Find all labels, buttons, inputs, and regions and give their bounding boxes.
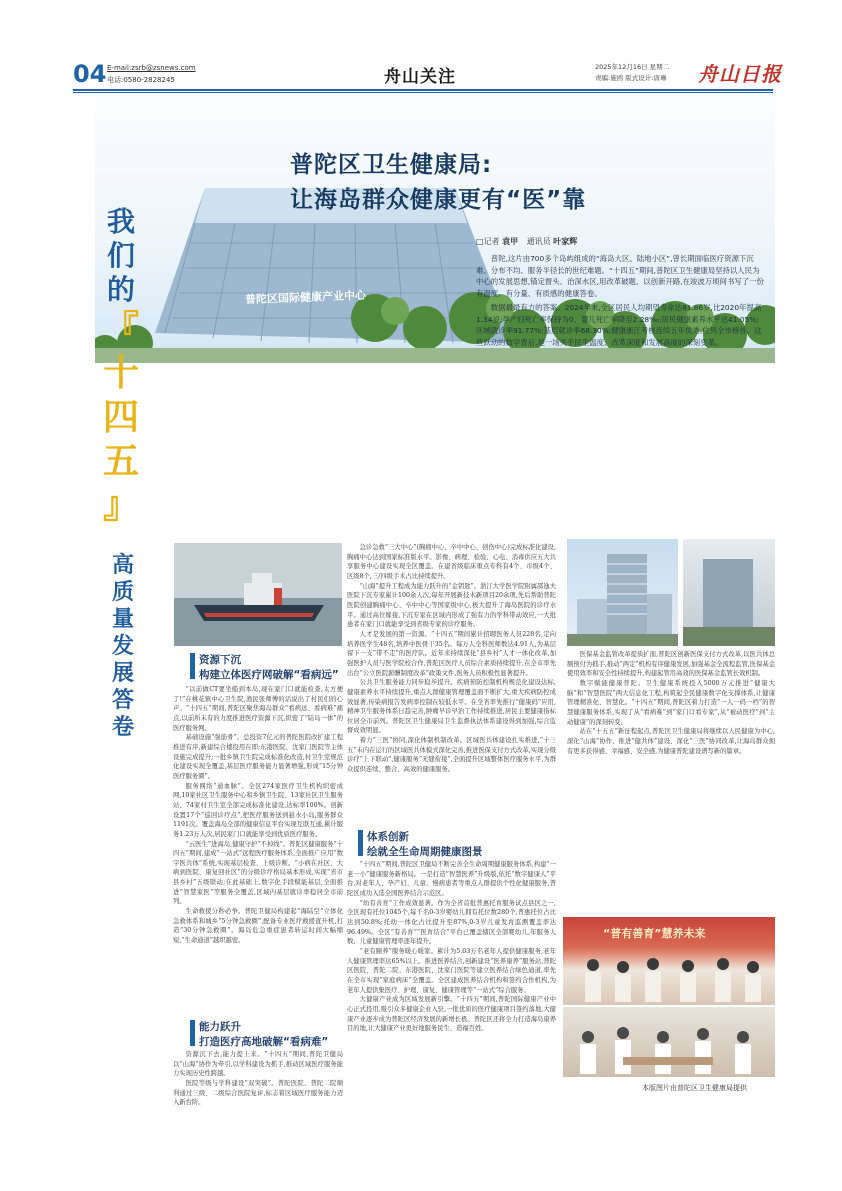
section-title: 舟山关注 <box>384 67 456 87</box>
header-rule <box>73 89 773 91</box>
article-title-line1: 普陀区卫生健康局: <box>290 152 493 178</box>
body-paragraph: 大健康产业成为区域发展新引擎。“十四五”期间,普陀国际健康产业中心正式投用,吸引众多健康企业入驻,一批优质的医疗健康项目签约落地,大健康产业逐步成为普陀区经济发展的新增长极。普陀区还将全力打造海岛康养目的地,让大健康产业更好地服务民生、造福百姓。 <box>347 996 556 1033</box>
section3-heading-line1: 能力跃升 <box>199 1021 241 1033</box>
series-title-highlight: 十四五 <box>102 352 139 482</box>
header-date: 2025年12月16日 星期二 <box>595 63 670 71</box>
section1-heading-line1: 资源下沉 <box>199 654 241 666</box>
article-intro <box>476 253 766 351</box>
body-paragraph: 着力“三医”协同,深化体制机制改革。区域医共体建设扎实推进,“十三五”末内在运行的区域医共体模式深化完善,推进医保支付方式改革,实现分级诊疗“上下联动”,健康服务“无缝衔接”,全面提升区域整体医疗服务水平,为群众提供连续、整合、高效的健康服务。 <box>347 737 556 774</box>
section2-bar <box>358 830 363 856</box>
byline <box>476 236 577 247</box>
article-title <box>290 148 586 218</box>
body-paragraph: 急诊急救“三大中心”(胸痛中心、卒中中心、创伤中心)完成标准化建设,胸痛中心达到国家标准版水平。影像、病理、检验、心电、消毒供应五大共享服务中心建设实现全区覆盖。在建省级临床重点专科有4个、市级4个、区级8个,三/四级手术占比持续提升。 <box>347 544 556 580</box>
newspaper-logo: 舟山日报 <box>698 62 782 86</box>
series-title-close-quote: 』 <box>102 484 139 526</box>
series-title-open-quote: 『 <box>102 308 139 350</box>
intro-paragraph: 普陀,这片由700多个岛屿组成的“海岛大区、陆地小区”,曾长期面临医疗资源下沉难、分布不均、服务半径长的世纪难题。“十四五”期间,普陀区卫生健康局坚持以人民为中心的发展思想,锚定督头、治深水区,用改革破题、以创新开路,在竣波万顷间书写了一份有温度、有分量、有质感的健康答卷。 <box>476 254 764 299</box>
body-paragraph: “山海”提升工程成为能力跃升的“金钥匙”。浙江大学医学院附属邵逸夫医院下沉专家累计100余人次,每年开展新技术新项目20余项,先后帮助普陀医院创建胸痛中心、卒中中心等国家级中心,极大提升了海岛医院的诊疗水平。通过高位嫁接,下沉专家在区域内形成了强有力的学科带动效应,一大批患者在家门口就能享受到省级专家的诊疗服务。 <box>347 582 556 629</box>
reporter-name: 袁甲 <box>502 237 519 246</box>
building-sign: 普陀区国际健康产业中心 <box>244 288 367 307</box>
ship-illustration <box>174 543 342 646</box>
body-paragraph: 人才是发展的第一资源。“十四五”期间累计招聘医务人员228名,定向培养医学生48名,培养中医骨干35名。每万人全科医师数达4.91人,为基层留下一支“带不走”的医疗队。近年来持续深化“县乡村”人才一体化改革,加强医护人员与医学院校合作,普陀区医疗人员综合素质持续提升,在全市率先出台“公立医院薪酬制度改革”政策文件,医务人员积极性显著提升。 <box>347 630 556 677</box>
clinic-people-illustration <box>563 1007 775 1077</box>
header-email[interactable]: E-mail:zsrb@zsnews.com <box>107 64 196 72</box>
childcare-event-photo <box>563 917 775 1005</box>
section2-heading-line2: 绘就全生命周期健康图景 <box>367 846 483 858</box>
section1-heading-line2: 构建立体医疗网破解“看病远” <box>199 669 339 681</box>
hospital-illustration <box>567 539 678 646</box>
body-paragraph: 生命救援分秒必争。普陀卫健局构建起“海陆空”立体化急救体系和城乡“5分钟急救圈”,配备专业医疗救援直升机,打造“30分钟急救圈”。海岛危急重症患者转运时间大幅缩短,“生命通道”越织越密。 <box>173 908 343 945</box>
body-paragraph: 资源沉下去,能力提上来。“十四五”期间,普陀卫健局以“山海”协作为牵引,以学科建设为抓手,推动区域医疗服务能力实现历史性跨越。 <box>173 1051 343 1078</box>
header-date-block <box>595 62 695 84</box>
body-paragraph: “以前做CT要坐船到本岛,现在家门口就能检查,太方便了!”在桃花镇中心卫生院,渔民张师傅的话说出了村民们的心声。“十四五”期间,普陀区聚焦海岛群众“看病远、看病难”痛点,以前所未有的力度推进医疗资源下沉,织密了“陆岛一体”的医疗服务网。 <box>173 686 343 732</box>
body-paragraph: “幼有善育”工作成效显著。作为全省首批普惠托育服务试点县区之一,全区现有托位1045个,每千名0-3岁婴幼儿拥有托位数280个,普惠托位占比达到50.8%;托幼一体化占比提升至87%,0-3岁儿童发育监测覆盖率达96.49%。全区“有善育”“医育结合”平台已覆盖辖区全部婴幼儿,年服务人数、儿童健康管理率逐年提升。 <box>347 899 556 946</box>
body-paragraph: 公共卫生服务能力同步稳步提升。疾病预防控制机构规范化建设达标,健康素养水平持续提升,重点人群健康管理覆盖面不断扩大,重大疾病防控成效显著,传染病报告发病率控制在较低水平。在全省率先推行“健康码”应用,精神卫生服务体系日趋完善,肿瘤早诊早治工作持续推进,居民主要健康指标位居全市前列。普陀区卫生健康局卫生监督执法体系建设得到加强,综合监督成效明显。 <box>347 679 556 735</box>
section1-bar <box>190 653 195 679</box>
column-1-upper <box>173 685 343 1015</box>
column-3 <box>567 650 775 910</box>
article-title-line2: 让海岛群众健康更有“医”靠 <box>290 187 587 213</box>
body-paragraph: 数字赋能健康普陀。卫生健康系统投入5000万元推进“健康大脑”和“智慧医院”两大信息化工程,构筑起全民健康数字化支撑体系,让健康管理精准化、智慧化。“十四五”期间,普陀区着力打造“一人一码一档”的智慧健康服务体系,实现了从“看病难”到“家门口看专家”,从“被动医疗”到“主动健康”的深刻转变。 <box>567 679 775 726</box>
body-paragraph: “云医生”进海岛,健康守护“不掉线”。普陀区健康服务“十四五”期间,建成“一站式”远程医疗服务体系,全面推广应用“数字医共体”系统,实现基层检查、上级诊断。“小病在社区、大病到医院、康复回社区”的分级诊疗格局基本形成,实现“省市县乡村”五级联动;在此基础上,数字化手段赋能基层,全面推进“智慧家医”等服务全覆盖,区域内基层就诊率稳居全市前列。 <box>173 840 343 906</box>
ship-photo <box>174 543 342 646</box>
series-title-line1: 我们的 <box>106 205 135 306</box>
clinic-event-photo <box>563 1007 775 1077</box>
page-number: 04 <box>73 60 107 88</box>
hospital-aerial-photo <box>683 539 775 646</box>
section1-heading <box>199 653 359 683</box>
section3-heading <box>199 1020 359 1050</box>
body-paragraph: 站在“十五五”新征程起点,普陀区卫生健康局将继续以人民健康为中心,深化“山海”协作、推进“健共体”建设、深化“三医”协同改革,让海岛群众拥有更多获得感、幸福感、安全感,为健康普陀建设谱写新的篇章。 <box>567 728 775 755</box>
column-2-upper <box>347 543 556 823</box>
column-2-lower <box>347 860 556 1106</box>
header-editors: 责编:施鸥 版式设计:唐琳 <box>595 74 667 82</box>
body-paragraph: “十四五”期间,普陀区卫健局不断完善全生命周期健康服务体系,构建“一老一小”健康服务新格局。一是打造“智慧医养”升级版,依托“数字健康人”平台,对老年人、孕产妇、儿童、慢病患者等重点人群提供个性化健康服务,普陀区成功入选全国医养结合示范区。 <box>347 861 556 897</box>
body-paragraph: “老有颐养”服务暖心暖家。累计为5.03万名老年人提供健康服务,老年人健康管理率达65%以上。推进医养结合,创新建设“医养康养”服务站,普陀区医院、普陀二院、东港医院、沈家门医院等建立医养结合绿色通道,率先在全市实现“家庭病床”全覆盖。全区建成医养结合机构和签约合作机构,为老年人提供集医疗、护理、康复、健康管理等“一站式”综合服务。 <box>347 947 556 994</box>
series-subtitle: 高质量发展答卷 <box>111 553 134 740</box>
section2-heading-line1: 体系创新 <box>367 831 409 843</box>
photo-credit: 本版图片由普陀区卫生健康局提供 <box>642 1084 747 1092</box>
correspondent-name: 叶家辉 <box>553 237 578 246</box>
byline-prefix: □记者 <box>476 237 500 246</box>
event-people-illustration <box>563 917 775 1005</box>
intro-paragraph: 数据最最有力的答案。2024年末,全区居民人均期望寿命达81.86岁,比2020年提高1.34岁;孕产妇死亡率保持为0、婴儿死亡率降至2.28‰;居民健康素养水平达41.05%;区域就诊率91.77%;基层就诊率68.30%;健康浙江考核连续五年优秀,位列全市榜首。这些跃动的数字背后,是一场关乎民生温度、改革深度和发展高度的深刻变革。 <box>476 302 762 347</box>
header-phone: 电话:0580-2828245 <box>107 76 175 84</box>
aerial-illustration <box>683 539 775 646</box>
correspondent-prefix: 通讯员 <box>526 237 551 246</box>
section2-heading <box>367 830 547 860</box>
hospital-building-photo <box>567 539 678 646</box>
body-paragraph: 医院等级与学科建设“双突破”。普陀医院、普陀二院顺利通过三级、二级综合医院复评,标志着区域医疗服务能力迈入新台阶。 <box>173 1079 343 1106</box>
event-banner-text: “普有善育”慧养未来 <box>603 927 706 940</box>
section3-bar <box>190 1020 195 1046</box>
column-1-lower <box>173 1050 343 1106</box>
header-contact <box>107 62 196 86</box>
body-paragraph: 医保基金监管改革提质扩面,普陀区创新医保支付方式改革,以医共体总额预付为抓手,推动“两定”机构有序健康发展,加强基金全流程监管,医保基金使用效率和安全性持续提升,构建起管用高效的医保基金监管长效机制。 <box>567 651 775 678</box>
body-paragraph: 服务网络“通血脉”。全区274家医疗卫生机构织密成网,10家社区卫生服务中心和乡镇卫生院、13家社区卫生服务站、74家村卫生室全部完成标准化建设,达标率100%。创新设置17个“巡回诊疗点”,把医疗服务送到悬水小岛,服务群众1191次。覆盖海岛全部的健康信息平台实现互联互通,累计服务1.23万人次,居民家门口就能享受到优质医疗服务。 <box>173 782 343 838</box>
section3-heading-line2: 打造医疗高地破解“看病难” <box>199 1036 329 1048</box>
series-title <box>96 205 146 527</box>
body-paragraph: 基础设施“强筋骨”。总投资7亿元的普陀医院改扩建工程推进有序,新建综合楼投用在即;东港医院、沈家门医院等主体设施完成提升;一批乡镇卫生院完成标准化改造,村卫生室规范化建设实现全覆盖,基层医疗服务能力显著增强,形成“15分钟医疗服务圈”。 <box>173 734 343 780</box>
